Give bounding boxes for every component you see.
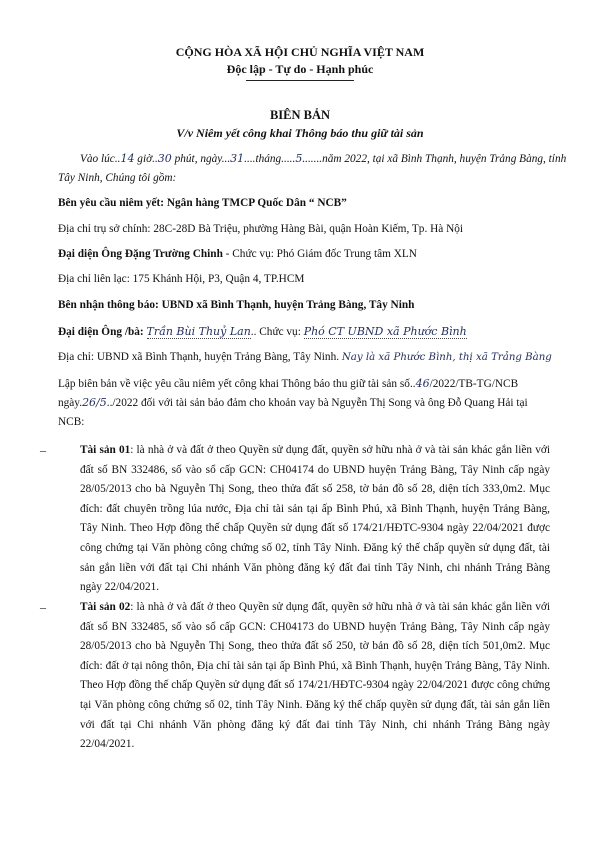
document-title: BIÊN BẢN xyxy=(269,108,331,122)
asset-02-text: : là nhà ở và đất ở theo Quyền sử dụng đất, quyền sở hữu nhà ở và tài sản khác gắn liền với đất số BN 332485, số vào sổ cấp GCN: CH04173 do UBND huyện Trảng Bàng, Tây Ninh cấp ngày 28/05/2013 cho bà Nguyễn Thị Song, theo thửa đất số 250, tờ bản đồ số 28, diện tích 501,0m2. Mục đích: đất ở tại nông thôn, Địa chỉ tài sản tại ấp Bình Phú, xã Bình Thạnh, huyện Trảng Bàng, Tây Ninh. Theo Hợp đồng thế chấp Quyền sử dụng đất số 174/21/HĐTC-9304 ngày 22/04/2021 được công chứng tại Văn phòng công chứng số 02, tỉnh Tây Ninh. Đăng ký thế chấp quyền sử dụng đất, tài sản gắn liền với đất tại Chi nhánh Văn phòng đăng ký đất đai tỉnh Tây Ninh, chi nhánh Trảng Bàng ngày 22/04/2021. xyxy=(80,601,550,751)
intro-line-2-rest: /2022 đối với tài sản bảo đảm cho khoản vay bà Nguyễn Thị Song và ông Đỗ Quang Hải tại xyxy=(112,397,528,409)
requester-rep-role: - Chức vụ: Phó Giám đốc Trung tâm XLN xyxy=(222,248,417,260)
asset-01-label: Tài sản 01 xyxy=(80,444,131,456)
time-prefix: Vào lúc xyxy=(80,153,115,165)
asset-01-text: : là nhà ở và đất ở theo Quyền sử dụng đất, quyền sở hữu nhà ở và tài sản khác gắn liền với đất số BN 332486, số vào sổ cấp GCN: CH04174 do UBND huyện Trảng Bàng, Tây Ninh cấp ngày 28/05/2013 cho bà Nguyễn Thị Song, theo thửa đất số 258, tờ bản đồ số 28, diện tích 333,0m2. Mục đích: đất chuyên trồng lúa nước, Địa chỉ tài sản tại ấp Bình Phú, xã Bình Thạnh, huyện Trảng Bàng, Tây Ninh. Theo Hợp đồng thế chấp Quyền sử dụng đất số 174/21/HĐTC-9304 ngày 22/04/2021 được công chứng tại Văn phòng công chứng số 02, tỉnh Tây Ninh. Đăng ký thế chấp quyền sử dụng đất, tài sản gắn liền với đất tại Chi nhánh Văn phòng đăng ký đất đai tỉnh Tây Ninh, chi nhánh Trảng Bàng ngày 22/04/2021. xyxy=(80,444,550,594)
receiver-representative: Đại diện Ông /bà: Trần Bùi Thuỷ Lan.. Chức vụ: Phó CT UBND xã Phước Bình xyxy=(58,325,467,338)
document-subtitle: V/v Niêm yết công khai Thông báo thu giữ tài sản xyxy=(176,126,424,140)
intro-number-rest: /2022/TB-TG/NCB xyxy=(429,378,519,390)
requester-contact: Địa chỉ liên lạc: 175 Khánh Hội, P3, Quận 4, TP.HCM xyxy=(58,273,305,285)
time-rest: năm 2022, tại xã Bình Thạnh, huyện Trảng Bàng, tỉnh xyxy=(322,153,567,165)
time-line-2: Tây Ninh, Chúng tôi gồm: xyxy=(58,172,177,184)
handwritten-minute: 30 xyxy=(157,152,172,165)
handwritten-rep-name: Trần Bùi Thuỷ Lan xyxy=(146,325,251,338)
receiver-label: Bên nhận thông báo: UBND xã Bình Thạnh, huyện Trảng Bàng, Tây Ninh xyxy=(58,299,415,311)
time-phut-ngay: phút, ngày xyxy=(171,153,222,165)
asset-02-label: Tài sản 02 xyxy=(80,601,131,613)
requester-rep-label: Đại diện Ông Đặng Trường Chinh xyxy=(58,248,223,260)
handwritten-month: 5 xyxy=(295,152,303,165)
intro-text: Lập biên bản về việc yêu cầu niêm yết công khai Thông báo thu giữ tài sản số xyxy=(58,378,410,390)
national-motto: Độc lập - Tự do - Hạnh phúc xyxy=(226,62,374,76)
bullet-dash: – xyxy=(40,600,46,614)
requester-representative xyxy=(58,248,417,260)
asset-02 xyxy=(80,598,550,755)
national-header: CỘNG HÒA XÃ HỘI CHỦ NGHĨA VIỆT NAM xyxy=(175,45,425,59)
time-line: Vào lúc..14 giờ..30 phút, ngày...31....tháng.....5.......năm 2022, tại xã Bình Thạnh, huyện Trảng Bàng, tỉnh xyxy=(80,152,567,165)
bullet-dash: – xyxy=(40,443,46,457)
intro-line-1: Lập biên bản về việc yêu cầu niêm yết công khai Thông báo thu giữ tài sản số..46/2022/TB-TG/NCB xyxy=(58,377,519,390)
handwritten-hour: 14 xyxy=(120,152,135,165)
requester-label: Bên yêu cầu niêm yết: Ngân hàng TMCP Quốc Dân “ NCB” xyxy=(58,197,347,209)
handwritten-notice-date: 26/5 xyxy=(82,396,107,409)
intro-line-3: NCB: xyxy=(58,416,85,428)
receiver-rep-label: Đại diện Ông /bà: xyxy=(58,326,144,338)
intro-line-2: ngày.26/5../2022 đối với tài sản bảo đảm cho khoản vay bà Nguyễn Thị Song và ông Đỗ Quang Hải tại xyxy=(58,396,528,409)
receiver-address-line xyxy=(58,351,552,363)
time-gio: giờ xyxy=(134,153,153,165)
intro-ngay: ngày xyxy=(58,397,80,409)
handwritten-address-note: Nay là xã Phước Bình, thị xã Trảng Bàng xyxy=(341,352,552,363)
receiver-address: Địa chỉ: UBND xã Bình Thạnh, huyện Trảng Bàng, Tây Ninh. xyxy=(58,351,340,363)
requester-address: Địa chỉ trụ sở chính: 28C-28D Bà Triệu, phường Hàng Bài, quận Hoàn Kiếm, Tp. Hà Nội xyxy=(58,223,464,235)
handwritten-notice-number: 46 xyxy=(415,377,430,390)
motto-underline xyxy=(246,80,354,81)
handwritten-rep-role: Phó CT UBND xã Phước Bình xyxy=(303,325,467,338)
receiver-role-label: Chức vụ: xyxy=(259,326,301,338)
asset-01 xyxy=(80,441,550,598)
handwritten-day: 31 xyxy=(230,152,245,165)
time-thang: tháng xyxy=(255,153,282,165)
